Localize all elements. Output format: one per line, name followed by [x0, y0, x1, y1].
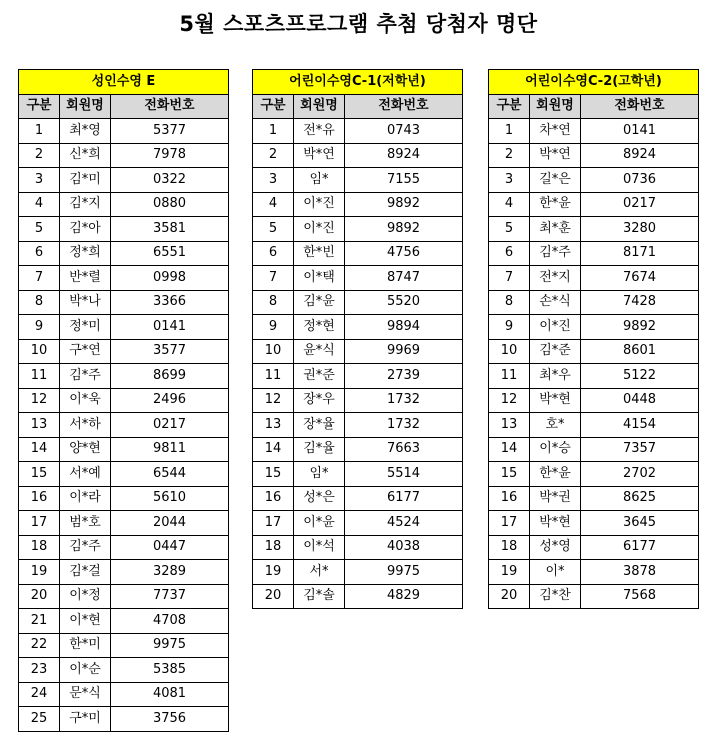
table-row	[19, 511, 229, 536]
member-name-cell: 성*은	[294, 486, 345, 511]
row-number-cell: 3	[253, 168, 294, 193]
member-name-cell: 문*식	[60, 682, 111, 707]
row-number-cell: 2	[489, 143, 530, 168]
phone-cell: 7568	[581, 584, 699, 609]
member-name-cell: 이*택	[294, 266, 345, 291]
phone-cell: 4708	[111, 609, 229, 634]
member-name-cell: 손*식	[530, 290, 581, 315]
table-row	[253, 315, 463, 340]
member-name-cell: 이*진	[530, 315, 581, 340]
phone-cell: 6177	[581, 535, 699, 560]
member-name-cell: 성*영	[530, 535, 581, 560]
phone-cell: 3581	[111, 217, 229, 242]
phone-cell: 3756	[111, 707, 229, 732]
row-number-cell: 11	[489, 364, 530, 389]
row-number-cell: 6	[489, 241, 530, 266]
phone-cell: 6177	[345, 486, 463, 511]
table-row	[253, 535, 463, 560]
row-number-cell: 12	[253, 388, 294, 413]
column-header-phone: 전화번호	[345, 94, 463, 119]
table-row	[19, 413, 229, 438]
phone-cell: 7978	[111, 143, 229, 168]
table-row	[19, 290, 229, 315]
phone-cell: 4081	[111, 682, 229, 707]
row-number-cell: 19	[489, 560, 530, 585]
row-number-cell: 10	[489, 339, 530, 364]
row-number-cell: 14	[19, 437, 60, 462]
phone-cell: 7737	[111, 584, 229, 609]
member-name-cell: 김*주	[530, 241, 581, 266]
row-number-cell: 6	[253, 241, 294, 266]
phone-cell: 0998	[111, 266, 229, 291]
column-header-number: 구분	[19, 94, 60, 119]
table-row	[19, 486, 229, 511]
member-name-cell: 서*하	[60, 413, 111, 438]
table-row	[253, 241, 463, 266]
phone-cell: 8924	[345, 143, 463, 168]
member-name-cell: 이*승	[530, 437, 581, 462]
member-name-cell: 구*미	[60, 707, 111, 732]
phone-cell: 9894	[345, 315, 463, 340]
phone-cell: 4524	[345, 511, 463, 536]
row-number-cell: 4	[19, 192, 60, 217]
table-row	[489, 364, 699, 389]
row-number-cell: 18	[19, 535, 60, 560]
table-row	[489, 290, 699, 315]
table-row	[489, 168, 699, 193]
row-number-cell: 11	[19, 364, 60, 389]
row-number-cell: 25	[19, 707, 60, 732]
table-row	[19, 707, 229, 732]
member-name-cell: 정*미	[60, 315, 111, 340]
row-number-cell: 9	[489, 315, 530, 340]
member-name-cell: 양*현	[60, 437, 111, 462]
winners-table-adult-e	[18, 69, 229, 732]
table-row	[253, 511, 463, 536]
winners-table-kids-c1	[252, 69, 463, 609]
row-number-cell: 8	[253, 290, 294, 315]
row-number-cell: 9	[19, 315, 60, 340]
table-row	[19, 682, 229, 707]
table-row	[19, 217, 229, 242]
row-number-cell: 19	[19, 560, 60, 585]
row-number-cell: 3	[19, 168, 60, 193]
table-row	[489, 560, 699, 585]
member-name-cell: 김*율	[294, 437, 345, 462]
column-header-member-name: 회원명	[294, 94, 345, 119]
phone-cell: 4154	[581, 413, 699, 438]
table-row	[19, 584, 229, 609]
row-number-cell: 4	[489, 192, 530, 217]
phone-cell: 0217	[111, 413, 229, 438]
member-name-cell: 한*윤	[530, 192, 581, 217]
group-heading: 어린이수영C-2(고학년)	[489, 70, 699, 95]
table-row	[19, 192, 229, 217]
table-row	[19, 364, 229, 389]
row-number-cell: 20	[489, 584, 530, 609]
row-number-cell: 23	[19, 658, 60, 683]
member-name-cell: 이*진	[294, 217, 345, 242]
table-row	[19, 535, 229, 560]
column-header-phone: 전화번호	[581, 94, 699, 119]
member-name-cell: 길*은	[530, 168, 581, 193]
table-row	[19, 315, 229, 340]
member-name-cell: 박*현	[530, 511, 581, 536]
phone-cell: 1732	[345, 388, 463, 413]
phone-cell: 5514	[345, 462, 463, 487]
row-number-cell: 18	[253, 535, 294, 560]
column-header-member-name: 회원명	[530, 94, 581, 119]
row-number-cell: 2	[253, 143, 294, 168]
member-name-cell: 권*준	[294, 364, 345, 389]
member-name-cell: 이*순	[60, 658, 111, 683]
member-name-cell: 김*찬	[530, 584, 581, 609]
phone-cell: 0141	[111, 315, 229, 340]
column-header-number: 구분	[489, 94, 530, 119]
table-row	[19, 609, 229, 634]
row-number-cell: 7	[253, 266, 294, 291]
table-row	[253, 584, 463, 609]
member-name-cell: 정*현	[294, 315, 345, 340]
phone-cell: 7357	[581, 437, 699, 462]
table-row	[489, 584, 699, 609]
table-row	[489, 339, 699, 364]
member-name-cell: 최*훈	[530, 217, 581, 242]
row-number-cell: 17	[489, 511, 530, 536]
phone-cell: 0880	[111, 192, 229, 217]
group-heading: 성인수영 E	[19, 70, 229, 95]
phone-cell: 9811	[111, 437, 229, 462]
table-row	[253, 217, 463, 242]
row-number-cell: 14	[489, 437, 530, 462]
member-name-cell: 임*	[294, 462, 345, 487]
member-name-cell: 한*미	[60, 633, 111, 658]
member-name-cell: 호*	[530, 413, 581, 438]
row-number-cell: 13	[253, 413, 294, 438]
member-name-cell: 이*	[530, 560, 581, 585]
table-row	[253, 462, 463, 487]
row-number-cell: 12	[19, 388, 60, 413]
table-row	[489, 511, 699, 536]
phone-cell: 9892	[581, 315, 699, 340]
member-name-cell: 최*우	[530, 364, 581, 389]
member-name-cell: 김*미	[60, 168, 111, 193]
phone-cell: 5520	[345, 290, 463, 315]
phone-cell: 9892	[345, 217, 463, 242]
table-row	[19, 119, 229, 144]
phone-cell: 2702	[581, 462, 699, 487]
member-name-cell: 윤*식	[294, 339, 345, 364]
member-name-cell: 박*연	[530, 143, 581, 168]
member-name-cell: 반*렬	[60, 266, 111, 291]
phone-cell: 0447	[111, 535, 229, 560]
phone-cell: 7663	[345, 437, 463, 462]
row-number-cell: 7	[19, 266, 60, 291]
phone-cell: 8625	[581, 486, 699, 511]
row-number-cell: 16	[253, 486, 294, 511]
table-row	[253, 560, 463, 585]
group-heading: 어린이수영C-1(저학년)	[253, 70, 463, 95]
member-name-cell: 김*주	[60, 364, 111, 389]
phone-cell: 9892	[345, 192, 463, 217]
row-number-cell: 2	[19, 143, 60, 168]
table-row	[253, 192, 463, 217]
row-number-cell: 13	[489, 413, 530, 438]
row-number-cell: 20	[19, 584, 60, 609]
row-number-cell: 10	[253, 339, 294, 364]
member-name-cell: 차*연	[530, 119, 581, 144]
member-name-cell: 이*윤	[294, 511, 345, 536]
row-number-cell: 11	[253, 364, 294, 389]
member-name-cell: 한*윤	[530, 462, 581, 487]
row-number-cell: 16	[19, 486, 60, 511]
table-row	[253, 168, 463, 193]
table-row	[19, 658, 229, 683]
phone-cell: 4756	[345, 241, 463, 266]
row-number-cell: 18	[489, 535, 530, 560]
table-row	[489, 315, 699, 340]
table-row	[489, 388, 699, 413]
member-name-cell: 구*연	[60, 339, 111, 364]
row-number-cell: 7	[489, 266, 530, 291]
row-number-cell: 19	[253, 560, 294, 585]
table-row	[489, 266, 699, 291]
row-number-cell: 10	[19, 339, 60, 364]
row-number-cell: 12	[489, 388, 530, 413]
table-row	[489, 486, 699, 511]
phone-cell: 2739	[345, 364, 463, 389]
column-header-phone: 전화번호	[111, 94, 229, 119]
table-row	[253, 339, 463, 364]
member-name-cell: 김*걸	[60, 560, 111, 585]
table-row	[253, 413, 463, 438]
page-title: 5월 스포츠프로그램 추첨 당첨자 명단	[179, 12, 538, 36]
phone-cell: 8747	[345, 266, 463, 291]
table-row	[489, 437, 699, 462]
row-number-cell: 21	[19, 609, 60, 634]
table-row	[253, 437, 463, 462]
row-number-cell: 16	[489, 486, 530, 511]
table-row	[253, 266, 463, 291]
phone-cell: 0217	[581, 192, 699, 217]
member-name-cell: 이*정	[60, 584, 111, 609]
phone-cell: 9975	[111, 633, 229, 658]
member-name-cell: 박*현	[530, 388, 581, 413]
table-row	[489, 413, 699, 438]
phone-cell: 5385	[111, 658, 229, 683]
member-name-cell: 전*유	[294, 119, 345, 144]
member-name-cell: 이*라	[60, 486, 111, 511]
member-name-cell: 김*윤	[294, 290, 345, 315]
member-name-cell: 이*욱	[60, 388, 111, 413]
phone-cell: 7155	[345, 168, 463, 193]
row-number-cell: 5	[253, 217, 294, 242]
member-name-cell: 서*	[294, 560, 345, 585]
phone-cell: 5377	[111, 119, 229, 144]
phone-cell: 7674	[581, 266, 699, 291]
row-number-cell: 8	[19, 290, 60, 315]
table-row	[253, 143, 463, 168]
member-name-cell: 임*	[294, 168, 345, 193]
row-number-cell: 4	[253, 192, 294, 217]
phone-cell: 8924	[581, 143, 699, 168]
member-name-cell: 최*영	[60, 119, 111, 144]
phone-cell: 6544	[111, 462, 229, 487]
row-number-cell: 13	[19, 413, 60, 438]
phone-cell: 0743	[345, 119, 463, 144]
phone-cell: 3280	[581, 217, 699, 242]
phone-cell: 8601	[581, 339, 699, 364]
member-name-cell: 김*지	[60, 192, 111, 217]
row-number-cell: 20	[253, 584, 294, 609]
winners-table-kids-c2	[488, 69, 699, 609]
row-number-cell: 15	[253, 462, 294, 487]
table-row	[19, 168, 229, 193]
table-row	[19, 462, 229, 487]
table-row	[19, 388, 229, 413]
member-name-cell: 장*율	[294, 413, 345, 438]
table-row	[253, 290, 463, 315]
table-row	[19, 266, 229, 291]
table-row	[253, 364, 463, 389]
phone-cell: 3645	[581, 511, 699, 536]
phone-cell: 7428	[581, 290, 699, 315]
member-name-cell: 한*빈	[294, 241, 345, 266]
table-row	[489, 217, 699, 242]
phone-cell: 9969	[345, 339, 463, 364]
member-name-cell: 김*준	[530, 339, 581, 364]
table-row	[19, 633, 229, 658]
table-row	[489, 241, 699, 266]
table-row	[489, 143, 699, 168]
member-name-cell: 이*진	[294, 192, 345, 217]
phone-cell: 4038	[345, 535, 463, 560]
phone-cell: 3878	[581, 560, 699, 585]
row-number-cell: 1	[489, 119, 530, 144]
phone-cell: 0322	[111, 168, 229, 193]
phone-cell: 0141	[581, 119, 699, 144]
table-row	[489, 119, 699, 144]
row-number-cell: 1	[253, 119, 294, 144]
row-number-cell: 15	[19, 462, 60, 487]
row-number-cell: 1	[19, 119, 60, 144]
table-row	[489, 192, 699, 217]
row-number-cell: 8	[489, 290, 530, 315]
member-name-cell: 김*주	[60, 535, 111, 560]
member-name-cell: 서*예	[60, 462, 111, 487]
phone-cell: 8171	[581, 241, 699, 266]
member-name-cell: 신*희	[60, 143, 111, 168]
table-row	[19, 339, 229, 364]
member-name-cell: 정*희	[60, 241, 111, 266]
phone-cell: 5122	[581, 364, 699, 389]
phone-cell: 6551	[111, 241, 229, 266]
table-row	[253, 388, 463, 413]
phone-cell: 0448	[581, 388, 699, 413]
phone-cell: 3366	[111, 290, 229, 315]
phone-cell: 3577	[111, 339, 229, 364]
member-name-cell: 전*지	[530, 266, 581, 291]
member-name-cell: 박*권	[530, 486, 581, 511]
table-row	[19, 437, 229, 462]
column-header-number: 구분	[253, 94, 294, 119]
phone-cell: 2496	[111, 388, 229, 413]
phone-cell: 8699	[111, 364, 229, 389]
table-row	[489, 535, 699, 560]
phone-cell: 4829	[345, 584, 463, 609]
row-number-cell: 24	[19, 682, 60, 707]
phone-cell: 1732	[345, 413, 463, 438]
phone-cell: 3289	[111, 560, 229, 585]
table-row	[19, 143, 229, 168]
row-number-cell: 9	[253, 315, 294, 340]
table-row	[19, 560, 229, 585]
phone-cell: 0736	[581, 168, 699, 193]
table-row	[253, 119, 463, 144]
phone-cell: 2044	[111, 511, 229, 536]
table-row	[19, 241, 229, 266]
table-row	[253, 486, 463, 511]
member-name-cell: 김*아	[60, 217, 111, 242]
member-name-cell: 김*솔	[294, 584, 345, 609]
row-number-cell: 15	[489, 462, 530, 487]
table-row	[489, 462, 699, 487]
phone-cell: 5610	[111, 486, 229, 511]
row-number-cell: 6	[19, 241, 60, 266]
row-number-cell: 5	[19, 217, 60, 242]
row-number-cell: 5	[489, 217, 530, 242]
member-name-cell: 박*나	[60, 290, 111, 315]
row-number-cell: 14	[253, 437, 294, 462]
phone-cell: 9975	[345, 560, 463, 585]
row-number-cell: 3	[489, 168, 530, 193]
row-number-cell: 17	[253, 511, 294, 536]
member-name-cell: 박*연	[294, 143, 345, 168]
member-name-cell: 범*호	[60, 511, 111, 536]
member-name-cell: 이*석	[294, 535, 345, 560]
column-header-member-name: 회원명	[60, 94, 111, 119]
row-number-cell: 17	[19, 511, 60, 536]
row-number-cell: 22	[19, 633, 60, 658]
member-name-cell: 장*우	[294, 388, 345, 413]
member-name-cell: 이*현	[60, 609, 111, 634]
